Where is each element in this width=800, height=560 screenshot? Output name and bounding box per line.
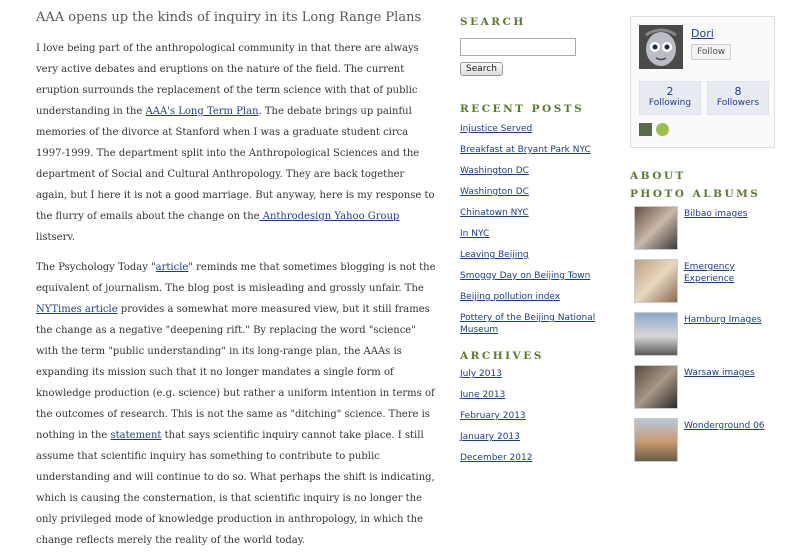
album-link[interactable]: Emergency Experience: [684, 262, 735, 284]
archive-link[interactable]: December 2012: [460, 453, 533, 463]
following-label: Following: [648, 98, 692, 108]
statement-link[interactable]: statement: [110, 430, 162, 441]
recent-post-link[interactable]: Chinatown NYC: [460, 208, 529, 218]
article-link[interactable]: article: [155, 262, 189, 273]
recent-post-link[interactable]: Breakfast at Bryant Park NYC: [460, 145, 591, 155]
recent-post-link[interactable]: Injustice Served: [460, 124, 533, 134]
avatar[interactable]: [639, 25, 683, 69]
list-item: [460, 452, 610, 464]
blog-post: [36, 10, 436, 560]
photo-albums-list: [634, 206, 775, 466]
archives-title: ARCHIVES: [460, 350, 544, 362]
archive-link[interactable]: January 2013: [460, 432, 520, 442]
list-item: [460, 228, 610, 240]
list-item: [460, 431, 610, 443]
photo-albums-title: PHOTO ALBUMS: [630, 188, 761, 200]
text: " reminds me that sometimes blogging is not the equivalent of journalism. The blog post is misleading and grossly unfair. The: [36, 262, 436, 294]
followers-count: 8: [734, 85, 742, 98]
avatar-face-icon: [639, 25, 683, 69]
list-item: [460, 389, 610, 401]
search-button[interactable]: Search: [460, 62, 503, 76]
middle-sidebar: [460, 16, 610, 473]
following-count: 2: [666, 85, 674, 98]
list-item: [460, 165, 610, 177]
anthrodesign-yahoo-group-link[interactable]: Anthrodesign Yahoo Group: [259, 211, 400, 222]
archive-link[interactable]: July 2013: [460, 369, 502, 379]
list-item: [460, 207, 610, 219]
recent-post-link[interactable]: Beijing pollution index: [460, 292, 561, 302]
list-item: [460, 291, 610, 303]
text: provides a somewhat more measured view, but it still frames the change as a negative "deepening rift." By replacing the word "science" with the term "public understanding" in its long-range plan, the AAAs is expanding its mission such that it no longer mandates a single form of knowledge production (e.g. science) but rather a uniform intention in terms of the outcomes of research. This is not the same as "ditching" science. There is nothing in the: [36, 304, 435, 441]
list-item: [460, 144, 610, 156]
list-item: [460, 410, 610, 422]
search-input[interactable]: [460, 38, 576, 56]
followers-stat[interactable]: [707, 81, 769, 115]
follower-avatar[interactable]: [656, 123, 669, 136]
following-stat[interactable]: [639, 81, 701, 115]
right-sidebar: [630, 16, 775, 471]
album-thumbnail[interactable]: [634, 365, 678, 409]
search-title: SEARCH: [460, 16, 526, 28]
album-thumbnail[interactable]: [634, 259, 678, 303]
album-item: [634, 365, 775, 413]
followers-label: Followers: [716, 98, 760, 108]
nytimes-article-link[interactable]: NYTimes article: [36, 304, 118, 315]
album-item: [634, 259, 775, 307]
recent-post-link[interactable]: Washington DC: [460, 166, 529, 176]
album-thumbnail[interactable]: [634, 312, 678, 356]
recent-posts-list: [460, 123, 610, 336]
recent-post-link[interactable]: Leaving Beijing: [460, 250, 529, 260]
recent-post-link[interactable]: Smoggy Day on Beijing Town: [460, 271, 591, 281]
archive-link[interactable]: June 2013: [460, 390, 506, 400]
list-item: [460, 368, 610, 380]
list-item: [460, 186, 610, 198]
follow-button[interactable]: Follow: [691, 44, 731, 60]
follower-avatar[interactable]: [639, 123, 652, 136]
aaa-long-term-plan-link[interactable]: AAA's Long Term Plan: [145, 106, 259, 117]
text: listserv.: [36, 232, 76, 243]
username-link[interactable]: Dori: [691, 27, 714, 40]
list-item: [460, 270, 610, 282]
album-link[interactable]: Bilbao images: [684, 209, 748, 219]
post-paragraph-1: [36, 38, 436, 248]
recent-posts-title: RECENT POSTS: [460, 103, 585, 115]
recent-post-link[interactable]: Pottery of the Beijing National Museum: [460, 313, 596, 335]
list-item: [460, 312, 610, 336]
album-link[interactable]: Warsaw images: [684, 368, 755, 378]
list-item: [460, 123, 610, 135]
text: . The debate brings up painful memories of the divorce at Stanford when I was a graduate student circa 1997-1999. The department split into the Anthropological Sciences and the department of Social and Cultural Anthropology. They are back together again, but I here it is not a good marriage. But anyway, here is my response to the flurry of emails about the change on the: [36, 106, 435, 222]
recent-post-link[interactable]: Washington DC: [460, 187, 529, 197]
archive-link[interactable]: February 2013: [460, 411, 526, 421]
album-item: [634, 418, 775, 466]
album-link[interactable]: Hamburg Images: [684, 315, 762, 325]
post-title: AAA opens up the kinds of inquiry in its Long Range Plans: [36, 10, 422, 25]
archives-list: [460, 368, 610, 464]
recent-post-link[interactable]: In NYC: [460, 229, 490, 239]
album-item: [634, 312, 775, 360]
album-thumbnail[interactable]: [634, 206, 678, 250]
text: The Psychology Today ": [36, 262, 156, 273]
text: that says scientific inquiry cannot take place. I still assume that scientific inquiry has something to contribute to public understanding and will continue to do so. What perhaps the shift is indicating, which is causing the consternation, is that scientific inquiry is no longer the only privileged mode of knowledge production in anthropology, in which the change reflects merely the reality of the world today.: [36, 430, 435, 546]
about-link[interactable]: ABOUT: [630, 170, 686, 182]
profile-card: [630, 16, 775, 148]
list-item: [460, 249, 610, 261]
about-title[interactable]: [630, 170, 775, 182]
post-paragraph-2: [36, 257, 436, 551]
album-item: [634, 206, 775, 254]
text: I love being part of the anthropological community in that there are always very active debates and eruptions on the nature of the field. The current eruption surrounds the replacement of the term science with that of public understanding in the: [36, 43, 419, 117]
album-link[interactable]: Wonderground 06: [684, 421, 765, 431]
album-thumbnail[interactable]: [634, 418, 678, 462]
